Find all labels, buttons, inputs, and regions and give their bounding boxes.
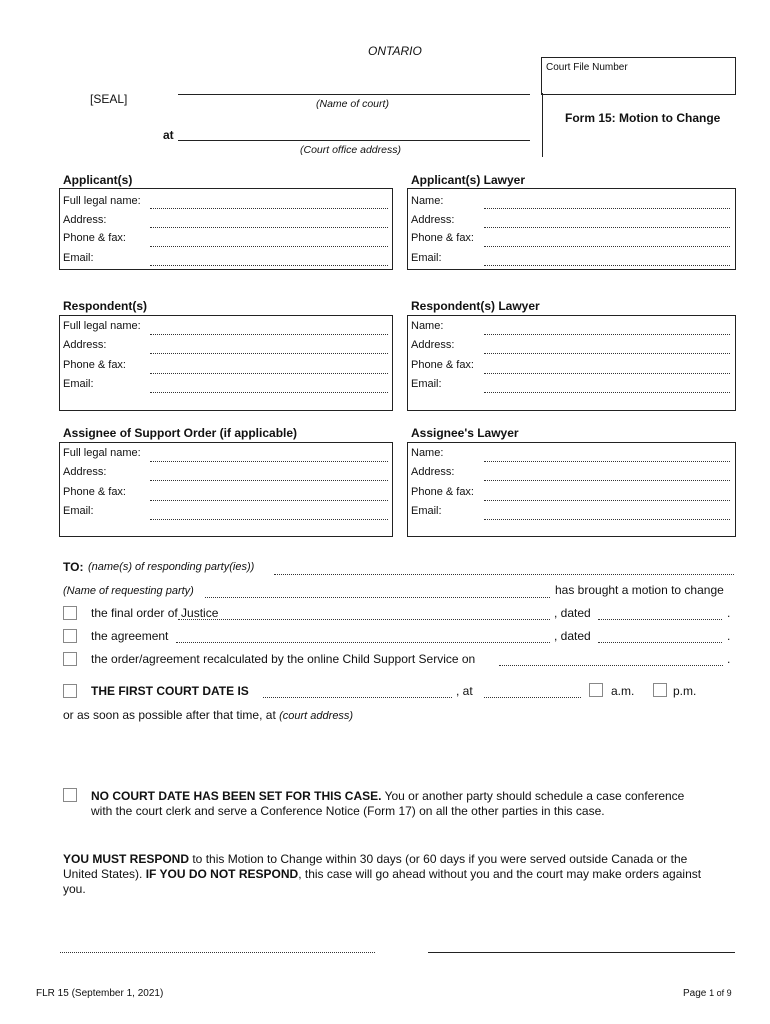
assignee-phone-label: Phone & fax: xyxy=(63,486,126,498)
respondent-name-label: Full legal name: xyxy=(63,320,141,332)
recalc-checkbox[interactable] xyxy=(63,652,77,666)
or-as-soon-label: or as soon as possible after that time, at xyxy=(63,708,276,722)
agreement-label: the agreement xyxy=(91,629,169,643)
final-order-label: the final order of Justice xyxy=(91,606,219,620)
assignee-lawyer-box xyxy=(407,442,736,537)
requesting-party-caption: (Name of requesting party) xyxy=(63,585,194,597)
assignee-name-field[interactable] xyxy=(150,461,388,462)
has-brought-text: has brought a motion to change xyxy=(555,583,724,597)
applicant-lawyer-name-field[interactable] xyxy=(484,208,730,209)
applicant-address-field[interactable] xyxy=(150,227,388,228)
to-caption: (name(s) of responding party(ies)) xyxy=(88,561,255,573)
respondent-lawyer-email-field[interactable] xyxy=(484,392,730,393)
first-court-date-checkbox[interactable] xyxy=(63,684,77,698)
agreement-dated-label: , dated xyxy=(554,629,591,643)
respondent-lawyer-title: Respondent(s) Lawyer xyxy=(411,299,540,313)
court-office-caption: (Court office address) xyxy=(300,144,401,156)
footer-page-label: Page xyxy=(683,988,707,999)
applicant-email-field[interactable] xyxy=(150,265,388,266)
at-label: at xyxy=(163,128,174,142)
no-court-date-text1: You or another party should schedule a case conference xyxy=(381,789,685,803)
respondent-lawyer-address-field[interactable] xyxy=(484,353,730,354)
assignee-phone-field[interactable] xyxy=(150,500,388,501)
assignee-lawyer-name-label: Name: xyxy=(411,447,444,459)
pm-checkbox[interactable] xyxy=(653,683,667,697)
you-must-respond: YOU MUST RESPOND xyxy=(63,852,190,866)
assignee-lawyer-title: Assignee's Lawyer xyxy=(411,426,519,440)
first-court-time-field[interactable] xyxy=(484,697,581,698)
assignee-lawyer-address-field[interactable] xyxy=(484,480,730,481)
assignee-title: Assignee of Support Order (if applicable) xyxy=(63,426,298,440)
assignee-box xyxy=(59,442,393,537)
am-label: a.m. xyxy=(611,684,635,698)
respondent-box xyxy=(59,315,393,411)
province-heading: ONTARIO xyxy=(368,44,422,58)
final-order-checkbox[interactable] xyxy=(63,606,77,620)
footer-page-number: 1 of 9 xyxy=(709,988,732,998)
date-signature-line[interactable] xyxy=(60,952,375,953)
court-file-number-box[interactable] xyxy=(541,57,736,95)
to-label: TO: xyxy=(63,560,84,574)
respondent-phone-label: Phone & fax: xyxy=(63,359,126,371)
applicant-address-label: Address: xyxy=(63,214,107,226)
respondent-title: Respondent(s) xyxy=(63,299,147,313)
form-title: Form 15: Motion to Change xyxy=(565,111,721,125)
requesting-party-field[interactable] xyxy=(205,597,550,598)
respond-line3: you. xyxy=(63,882,86,896)
clerk-signature-line[interactable] xyxy=(428,952,735,953)
respondent-lawyer-phone-label: Phone & fax: xyxy=(411,359,474,371)
applicant-name-field[interactable] xyxy=(150,208,388,209)
if-you-do-not-respond: IF YOU DO NOT RESPOND xyxy=(145,867,299,881)
respondent-email-field[interactable] xyxy=(150,392,388,393)
applicant-lawyer-email-field[interactable] xyxy=(484,265,730,266)
assignee-lawyer-phone-label: Phone & fax: xyxy=(411,486,474,498)
respondent-lawyer-name-label: Name: xyxy=(411,320,444,332)
assignee-lawyer-address-label: Address: xyxy=(411,466,455,478)
first-court-date-label: THE FIRST COURT DATE IS xyxy=(91,684,249,698)
respondent-lawyer-box xyxy=(407,315,736,411)
respondent-lawyer-name-field[interactable] xyxy=(484,334,730,335)
respondent-name-field[interactable] xyxy=(150,334,388,335)
respondent-address-label: Address: xyxy=(63,339,107,351)
am-checkbox[interactable] xyxy=(589,683,603,697)
assignee-email-label: Email: xyxy=(63,505,94,517)
court-file-number-label: Court File Number xyxy=(546,62,628,73)
applicant-lawyer-address-label: Address: xyxy=(411,214,455,226)
respondent-email-label: Email: xyxy=(63,378,94,390)
respond-text2b: , this case will go ahead without you and the court may make orders against xyxy=(298,867,702,881)
applicant-name-label: Full legal name: xyxy=(63,195,141,207)
recalc-label: the order/agreement recalculated by the online Child Support Service on xyxy=(91,652,476,666)
recalc-period: . xyxy=(727,652,731,666)
applicant-title: Applicant(s) xyxy=(63,173,133,187)
respondent-lawyer-email-label: Email: xyxy=(411,378,442,390)
court-address-caption: (court address) xyxy=(279,710,354,722)
applicant-phone-label: Phone & fax: xyxy=(63,232,126,244)
applicant-lawyer-email-label: Email: xyxy=(411,252,442,264)
assignee-email-field[interactable] xyxy=(150,519,388,520)
agreement-field[interactable] xyxy=(176,642,550,643)
respond-line2 xyxy=(63,867,735,881)
applicant-lawyer-phone-label: Phone & fax: xyxy=(411,232,474,244)
applicant-lawyer-box xyxy=(407,188,736,270)
responding-party-field[interactable] xyxy=(274,574,734,575)
applicant-lawyer-name-label: Name: xyxy=(411,195,444,207)
pm-label: p.m. xyxy=(673,684,697,698)
court-name-line[interactable] xyxy=(178,94,530,95)
respond-text2a: United States). xyxy=(63,867,146,881)
final-order-dated-label: , dated xyxy=(554,606,591,620)
agreement-period: . xyxy=(727,629,731,643)
respondent-lawyer-address-label: Address: xyxy=(411,339,455,351)
assignee-lawyer-phone-field[interactable] xyxy=(484,500,730,501)
assignee-address-field[interactable] xyxy=(150,480,388,481)
applicant-phone-field[interactable] xyxy=(150,246,388,247)
final-order-date-field[interactable] xyxy=(598,619,722,620)
assignee-address-label: Address: xyxy=(63,466,107,478)
respondent-lawyer-phone-field[interactable] xyxy=(484,373,730,374)
name-of-court-caption: (Name of court) xyxy=(316,98,389,110)
first-court-date-field[interactable] xyxy=(263,697,452,698)
final-order-period: . xyxy=(727,606,731,620)
assignee-lawyer-email-field[interactable] xyxy=(484,519,730,520)
respondent-phone-field[interactable] xyxy=(150,373,388,374)
applicant-lawyer-title: Applicant(s) Lawyer xyxy=(411,173,526,187)
no-court-date-checkbox[interactable] xyxy=(63,788,77,802)
assignee-lawyer-name-field[interactable] xyxy=(484,461,730,462)
no-court-date-text2: with the court clerk and serve a Conference Notice (Form 17) on all the other parties in this case. xyxy=(91,804,605,818)
assignee-name-label: Full legal name: xyxy=(63,447,141,459)
applicant-lawyer-address-field[interactable] xyxy=(484,227,730,228)
recalc-date-field[interactable] xyxy=(499,665,723,666)
court-address-line[interactable] xyxy=(178,140,530,141)
respond-text1: to this Motion to Change within 30 days (or 60 days if you were served outside Canada or the xyxy=(189,852,688,866)
no-court-date-heading: NO COURT DATE HAS BEEN SET FOR THIS CASE. xyxy=(91,789,382,803)
seal: [SEAL] xyxy=(90,92,128,106)
or-as-soon-text xyxy=(63,708,353,722)
respond-line1 xyxy=(63,852,735,866)
agreement-date-field[interactable] xyxy=(598,642,722,643)
applicant-box xyxy=(59,188,393,270)
assignee-lawyer-email-label: Email: xyxy=(411,505,442,517)
first-court-date-at: , at xyxy=(456,684,473,698)
justice-name-field[interactable] xyxy=(178,619,550,620)
no-court-date-line1 xyxy=(91,789,736,803)
header-divider xyxy=(542,93,543,157)
footer-form-id: FLR 15 (September 1, 2021) xyxy=(36,988,164,999)
applicant-lawyer-phone-field[interactable] xyxy=(484,246,730,247)
footer-page xyxy=(683,988,732,999)
agreement-checkbox[interactable] xyxy=(63,629,77,643)
respondent-address-field[interactable] xyxy=(150,353,388,354)
applicant-email-label: Email: xyxy=(63,252,94,264)
